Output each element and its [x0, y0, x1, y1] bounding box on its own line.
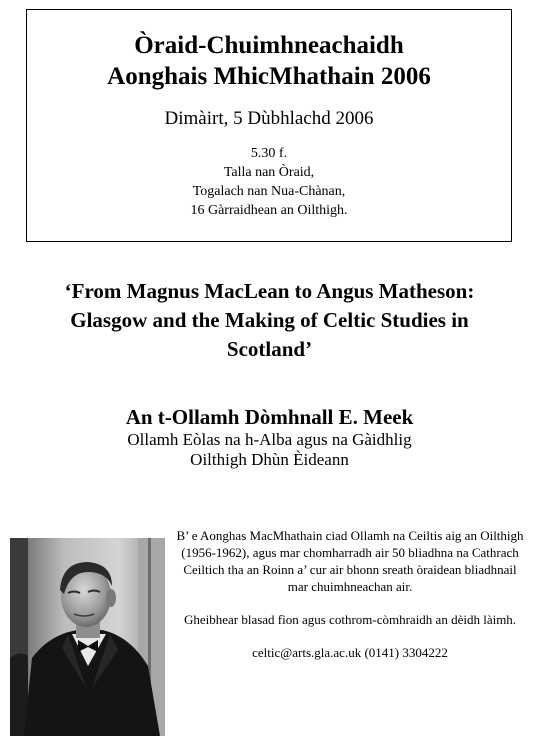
speaker-role: [0, 430, 539, 470]
event-date: Dimàirt, 5 Dùbhlachd 2006: [164, 108, 374, 129]
talk-title-line-3: Scotland’: [226, 337, 313, 361]
event-time: 5.30 f.: [250, 146, 288, 161]
info-block: [176, 527, 524, 677]
portrait-photo: [10, 538, 165, 736]
venue-address: 16 Gàrraidhean an Oilthigh.: [190, 203, 348, 218]
speaker-name: An t-Ollamh Dòmhnall E. Meek: [125, 405, 414, 429]
speaker-block: [0, 404, 539, 470]
speaker-role-line-1: Ollamh Eòlas na h-Alba agus na Gàidhlig: [127, 430, 412, 449]
talk-title-line-2: Glasgow and the Making of Celtic Studies in: [70, 308, 469, 332]
speaker-role-line-2: Oilthigh Dhùn Èideann: [190, 450, 349, 469]
lecture-series-title: [27, 10, 511, 92]
portrait-illustration: [10, 538, 165, 736]
lecture-title-line-1: Òraid-Chuimhneachaidh: [134, 32, 404, 59]
contact-line: celtic@arts.gla.ac.uk (0141) 3304222: [252, 645, 448, 660]
venue-hall: Talla nan Òraid,: [223, 165, 315, 180]
event-header-box: [26, 9, 512, 242]
venue-building: Togalach nan Nua-Chànan,: [192, 184, 346, 199]
event-venue: [27, 144, 511, 220]
reception-paragraph: Gheibhear blasad fìon agus cothrom-còmhraidh an dèidh làimh.: [183, 612, 517, 627]
lecture-title-line-2: Aonghais MhicMhathain 2006: [107, 63, 431, 90]
background-paragraph: B’ e Aonghas MacMhathain ciad Ollamh na Ceiltis aig an Oilthigh (1956-1962), agus mar chomharradh air 50 bliadhna na Cathrach Ceiltich tha an Roinn a’ cur air bhonn sreath òraidean bliadhnail mar chuimhneachan air.: [176, 528, 524, 594]
talk-title: [0, 277, 539, 364]
talk-title-line-1: ‘From Magnus MacLean to Angus Matheson:: [64, 279, 475, 303]
